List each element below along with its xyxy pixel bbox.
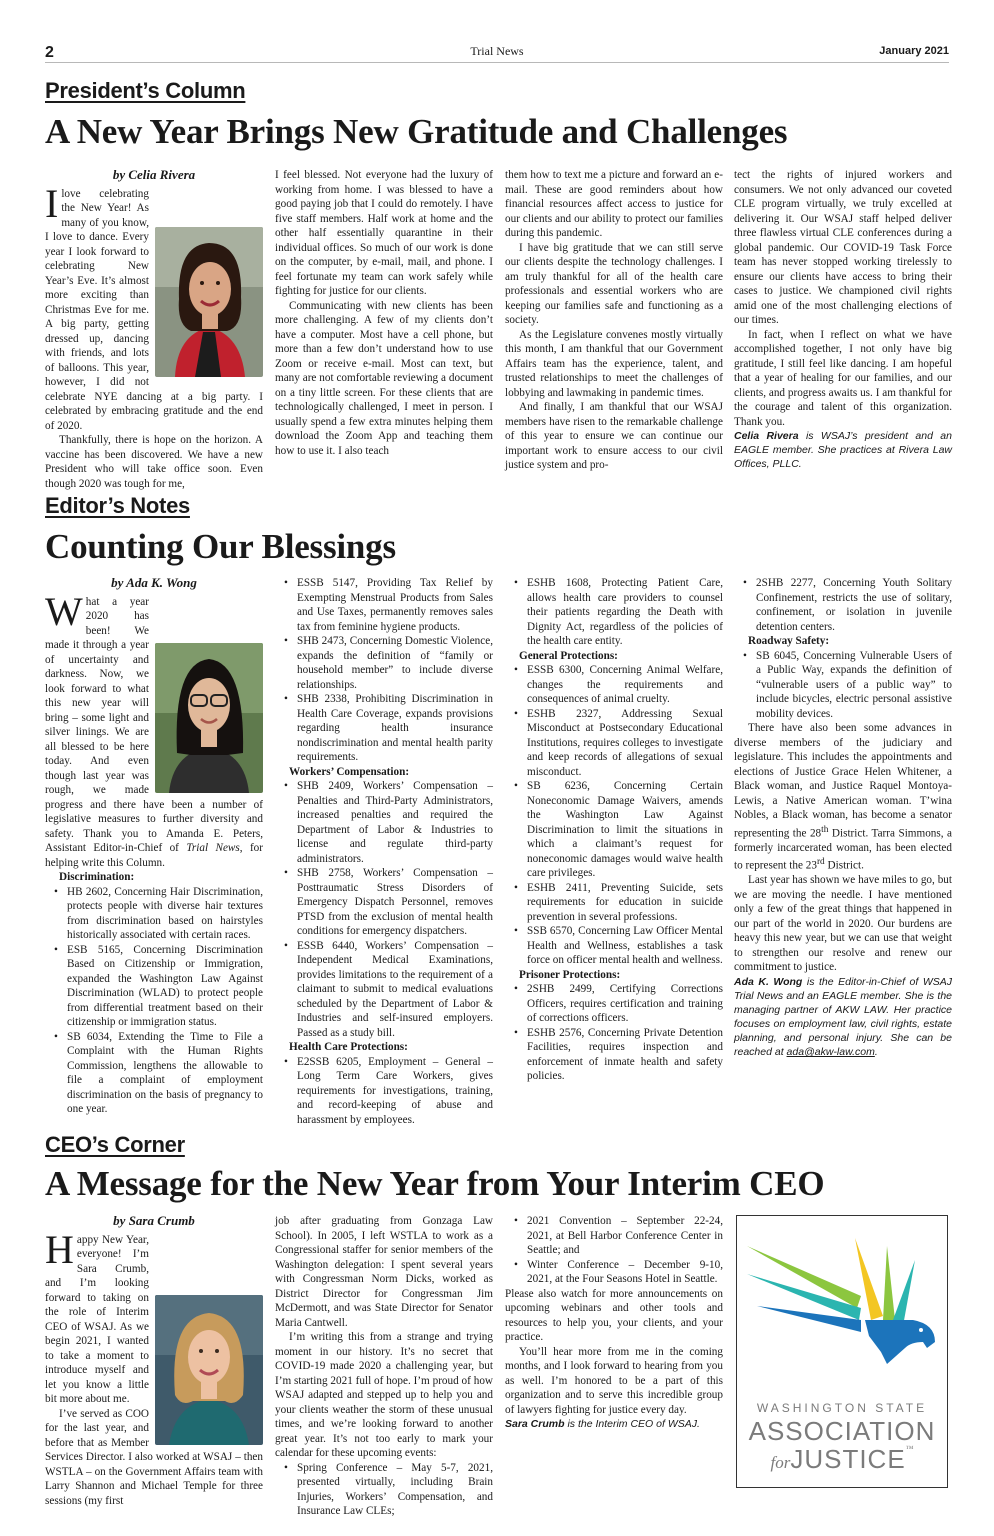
list-item: • E2SSB 6205, Employment – General – Long Term Care Workers, gives requirements for investigations, training, and record-keeping of abuse and harassment by employees. xyxy=(297,1055,493,1128)
paragraph: You’ll hear more from me in the coming months, and I look forward to hearing from you as well. I’m honored to be a part of this organization and to serve this incredible group of lawyers fighting for justice every day. xyxy=(505,1345,723,1416)
bullet-list-events-cont xyxy=(505,1214,723,1287)
wsaj-logo xyxy=(736,1215,948,1488)
editors-notes-col-1 xyxy=(45,576,263,1117)
logo-line-3 xyxy=(737,1444,947,1475)
subheading-prisoner-protections: Prisoner Protections: xyxy=(519,968,621,981)
bio-end: . xyxy=(874,1045,878,1058)
paragraph: love celebrating the New Year! As many of you know, I love to dance. Every year I look forward to celebrating New Year’s Eve. It’s almost more exciting than Christmas Eve for me. A big party, getting dressed up, dancing with friends, and lots of balloons. This year, however, I did not celebrate NYE dancing at a big party. I celebrated by embracing gratitude and the end of 2020. xyxy=(45,187,263,432)
subheading-roadway-safety: Roadway Safety: xyxy=(748,635,830,647)
issue-date: January 2021 xyxy=(879,45,949,57)
bio-text: is the Interim CEO of WSAJ. xyxy=(564,1418,700,1430)
list-item: • ESHB 2327, Addressing Sexual Misconduct at Postsecondary Educational Institutions, requires colleges to investigate and keep records of allegations of sexual misconduct. xyxy=(527,707,723,780)
bullet-list-discrimination-cont xyxy=(275,576,493,765)
drop-cap: I xyxy=(45,180,59,226)
list-item: • SHB 2758, Workers’ Compensation – Posttraumatic Stress Disorders of Emergency Dispatch Personnel, removes PTSD from the exclusion of mental health conditions for emergency dispatchers. xyxy=(297,866,493,939)
text: There have also been some advances in diverse members of the judiciary and legislature. This includes the appointments and elections of Justice Grace Helen Whitener, a Black woman, and Justice Raquel Montoya-Lewis, a Native American woman. T’wina Nobles, a Black woman, has become a senator representing the 28 xyxy=(734,722,952,840)
headline-presidents-column: A New Year Brings New Gratitude and Challenges xyxy=(45,112,788,151)
paragraph: In fact, when I reflect on what we have accomplished together, I not only have big gratitude, I still feel like dancing. I am hopeful that a year of healing for our families, and our clients, and progress awaits us. I am thankful for the courage and talent of this organization. Thank you. xyxy=(734,328,952,428)
ceos-corner-col-1 xyxy=(45,1214,263,1508)
author-bio xyxy=(734,975,952,1059)
publication-title: Trial News xyxy=(186,842,240,854)
author-photo-sara-crumb xyxy=(155,1295,263,1445)
list-item: • HB 2602, Concerning Hair Discrimination, protects people with diverse hair textures from discrimination based on hairstyles historically associated with certain races. xyxy=(67,885,263,943)
eagle-logo-icon xyxy=(737,1216,946,1396)
list-item: • 2SHB 2499, Certifying Corrections Officers, requires certification and training of corrections officers. xyxy=(527,982,723,1026)
portrait-image xyxy=(155,1295,263,1445)
byline: by Celia Rivera xyxy=(112,167,196,182)
list-item: • SSB 6570, Concerning Law Officer Mental Health and Wellness, establishes a task force on officer mental health and wellness. xyxy=(527,924,723,968)
bullet-list-health xyxy=(275,1055,493,1128)
publication-name: Trial News xyxy=(470,44,524,58)
bio-name: Ada K. Wong xyxy=(734,975,803,988)
list-item: • ESSB 5147, Providing Tax Relief by Exempting Menstrual Products from Sales and Use Taxes, permanently removes sales tax from feminine hygiene products. xyxy=(297,576,493,634)
subheading-discrimination: Discrimination: xyxy=(59,871,135,883)
list-item: • SHB 2409, Workers’ Compensation – Penalties and Third-Party Administrators, increased penalties and required the Department of Labor & Industries to license and regulate third-party administrators. xyxy=(297,779,493,866)
ordinal-suffix: th xyxy=(821,824,829,835)
byline: by Ada K. Wong xyxy=(111,575,197,590)
paragraph: job after graduating from Gonzaga Law School). In 2005, I left WSTLA to work as a Congressional staffer for senior members of the Washington delegation: I spent several years with Congressman Norm Dicks, worked as District Director for Congressman Jim McDermott, and was State Director for Senator Maria Cantwell. xyxy=(275,1215,493,1329)
bullet-list-prisoner xyxy=(505,982,723,1084)
bio-text: is WSAJ’s president and an EAGLE member. She practices at Rivera Law Offices, PLLC. xyxy=(734,430,952,470)
ceos-corner-col-3 xyxy=(505,1214,723,1431)
subheading-general-protections: General Protections: xyxy=(519,649,618,662)
list-item: • 2SHB 2277, Concerning Youth Solitary Confinement, restricts the use of solitary, confinement, or isolation in juvenile detention centers. xyxy=(756,576,952,634)
list-item: • Winter Conference – December 9-10, 2021, at the Four Seasons Hotel in Seattle. xyxy=(527,1258,723,1287)
editors-notes-col-2 xyxy=(275,576,493,1127)
author-bio xyxy=(505,1417,723,1431)
logo-line-2: ASSOCIATION xyxy=(748,1416,936,1446)
trademark: ™ xyxy=(905,1444,914,1453)
drop-cap: H xyxy=(45,1226,74,1272)
paragraph: them how to text me a picture and forward an e-mail. These are good reminders about how financial resources affect access to justice for our clients and our ability to protect our families during this pandemic. xyxy=(505,169,723,239)
paragraph: I feel blessed. Not everyone had the luxury of working from home. I was blessed to have a good paying job that I could do remotely. I have five staff members. Half work at home and the other half essentially quarantine in their individual offices. So much of our work is done on the computer, by e-mail, mail, and phone. I feel fortunate my team can work safely while fighting for justice for our clients. xyxy=(275,169,493,297)
paragraph xyxy=(734,721,952,873)
bullet-list-prisoner-cont xyxy=(734,576,952,634)
text: District. Tarra Simmons, a formerly incarcerated woman, has been elected to represent the 23 xyxy=(734,827,952,872)
paragraph: appy New Year, everyone! I’m Sara Crumb, and I’m looking forward to taking on the role of Interim CEO of WSAJ. As we begin 2021, I wanted to take a moment to introduce myself and let you know a little bit more about me. xyxy=(45,1233,149,1405)
list-item: • ESB 5165, Concerning Discrimination Based on Citizenship or Immigration, expanded the Washington Law Against Discrimination (WLAD) to protect people from differential treatment based on their citizenship or immigration status. xyxy=(67,943,263,1030)
list-item: • SB 6034, Extending the Time to File a Complaint with the Human Rights Commission, lengthens the allowable to file a complaint of employment discrimination on the basis of pregnancy to one year. xyxy=(67,1030,263,1117)
paragraph: hat a year 2020 has been! We made it through a year of uncertainty and darkness. Now, we look forward to what this new year will bring – some light and silver linings. We are all blessed to be here today. And even though last year was rough, we made progress and there have been a number of legislative measures to further diversity and safety. Thank you to Amanda E. Peters, Assistant Editor-in-Chief of xyxy=(45,595,263,854)
list-item: • ESHB 2411, Preventing Suicide, sets requirements for education in suicide prevention in several professions. xyxy=(527,881,723,925)
list-item: • Spring Conference – May 5-7, 2021, presented virtually, including Brain Injuries, Workers’ Compensation, and Insurance Law CLEs; xyxy=(297,1461,493,1519)
bio-name: Celia Rivera xyxy=(734,430,799,442)
subheading-workers-compensation: Workers’ Compensation: xyxy=(289,765,410,778)
paragraph: As the Legislature convenes mostly virtually this month, I am thankful that our Government Affairs team has the experience, talent, and trusted relationships to meet the challenges of lobbying and lawmaking in pandemic times. xyxy=(505,328,723,399)
byline: by Sara Crumb xyxy=(113,1213,195,1228)
ordinal-suffix: rd xyxy=(816,857,825,868)
paragraph: I’ve served as COO for the last year, and before that as Member Services Director. I also worked at WSAJ – then WSTLA – on the Government Affairs team with Larry Shannon and Michael Temple for three sessions (my first xyxy=(45,1407,263,1507)
email-link[interactable]: ada@akw-law.com xyxy=(786,1045,875,1058)
logo-line-1: WASHINGTON STATE xyxy=(756,1401,928,1415)
bullet-list-discrimination xyxy=(45,885,263,1117)
page-number: 2 xyxy=(45,44,54,61)
list-item: • ESHB 2576, Concerning Private Detention Facilities, requires inspection and enforcement of inmate health and safety policies. xyxy=(527,1026,723,1084)
author-bio xyxy=(734,429,952,471)
presidents-column-col-3 xyxy=(505,168,723,473)
presidents-column-col-1 xyxy=(45,168,263,491)
bullet-list-health-cont xyxy=(505,576,723,649)
bullet-list-workers xyxy=(275,779,493,1040)
section-kicker-editors-notes: Editor’s Notes xyxy=(45,493,190,518)
header-rule xyxy=(45,62,949,63)
bio-name: Sara Crumb xyxy=(505,1418,565,1430)
paragraph: And finally, I am thankful that our WSAJ members have risen to the remarkable challenge of this year to ensure we can continue our important work to ensure access to our civil justice system and pro- xyxy=(505,401,723,471)
author-photo-celia-rivera xyxy=(155,227,263,377)
logo-for: for xyxy=(770,1453,791,1472)
section-kicker-presidents-column: President’s Column xyxy=(45,78,246,103)
headline-ceos-corner: A Message for the New Year from Your Interim CEO xyxy=(45,1164,825,1203)
section-kicker-ceos-corner: CEO’s Corner xyxy=(45,1132,185,1157)
bio-text: is the Editor-in-Chief of WSAJ Trial News and an EAGLE member. She is the managing partner of AKW LAW. Her practice focuses on employment law, civil rights, estate planning, and personal injury. She can be reached at xyxy=(734,975,953,1058)
author-photo-ada-wong xyxy=(155,643,263,793)
list-item: • 2021 Convention – September 22-24, 2021, at Bell Harbor Conference Center in Seattle; and xyxy=(527,1214,723,1258)
subheading-health-care: Health Care Protections: xyxy=(289,1041,408,1053)
list-item: • SB 6236, Concerning Certain Noneconomic Damage Waivers, amends the Washington Law Against Discrimination to limit the situations in which a claimant’s request for noneconomic damages would waive health care privileges. xyxy=(527,779,723,881)
bullet-list-roadway xyxy=(734,649,952,722)
bullet-list-events xyxy=(275,1461,493,1519)
bullet-list-general xyxy=(505,663,723,968)
list-item: • SHB 2473, Concerning Domestic Violence, expands the definition of “family or household member” to include diverse relationships. xyxy=(297,634,493,692)
ceos-corner-col-2 xyxy=(275,1214,493,1519)
list-item: • ESHB 1608, Protecting Patient Care, allows health care providers to counsel their patients regarding the Death with Dignity Act, regardless of the policies of the health care entity. xyxy=(527,576,723,649)
portrait-image xyxy=(155,643,263,793)
paragraph: tect the rights of injured workers and consumers. We not only advanced our coveted CLE program virtually, we truly excelled at delivering it. Our WSAJ staff helped deliver three flawless virtual CLE conferences during a global pandemic. Our COVID-19 Task Force team has never stopped working tirelessly to ensure our clients have access to bring their cases to justice. We championed civil rights amid one of the most challenging elections of our times. xyxy=(734,169,952,326)
logo-justice: JUSTICE xyxy=(790,1444,906,1474)
text: District. xyxy=(824,859,864,872)
editors-notes-col-4 xyxy=(734,576,952,1059)
paragraph: Communicating with new clients has been more challenging. A few of my clients don’t have a computer. Most have a cell phone, but more than a few don’t understand how to use Zoom or receive e-mail. Most can text, but many are not comfortable reviewing a document on a tiny little screen. For these clients that are technologically challenged, I meet in person. I usually spend a few extra minutes helping them download the Zoom App and teaching them how to use it. I also teach xyxy=(275,299,493,457)
drop-cap: W xyxy=(45,588,83,634)
presidents-column-col-4 xyxy=(734,168,952,471)
paragraph: Last year has shown we have miles to go, but we are moving the needle. I have mentioned only a few of the great things that happened in our part of the world in 2020. Our burdens are heavy this new year, but we can use that weight to strengthen our resolve and renew our commitment to justice. xyxy=(734,874,952,974)
list-item: • SB 6045, Concerning Vulnerable Users of a Public Way, expands the definition of “vulnerable users of a public way” to include bicycles, electric personal assistive mobility devices. xyxy=(756,649,952,722)
paragraph: I have big gratitude that we can still serve our clients despite the technology challenges. I am truly thankful for all of the health care professionals and essential workers who are keeping our families safe and functioning as a society. xyxy=(505,241,723,326)
paragraph: Thankfully, there is hope on the horizon. A vaccine has been discovered. We have a new President who will take office soon. Even though 2020 was tough for me, xyxy=(45,434,263,490)
paragraph-end: , for helping write this Column. xyxy=(45,842,264,869)
paragraph: I’m writing this from a strange and trying moment in our history. It’s no secret that COVID-19 made 2020 a challenging year, but I’m starting 2021 full of hope. I’m proud of how WSAJ adapted and stepped up to help you and your clients weather the storm of these unusual times, and we’re looking forward to another great year. It’s not too early to mark your calendar for these upcoming events: xyxy=(275,1331,493,1459)
list-item: • SHB 2338, Prohibiting Discrimination in Health Care Coverage, expands provisions regarding health insurance nondiscrimination and mental health parity requirements. xyxy=(297,692,493,765)
list-item: • ESSB 6440, Workers’ Compensation – Independent Medical Examinations, provides limitations to the requirement of a claimant to submit to medical evaluations scheduled by the Department of Labor & Industries and self-insured employers. Passed as a study bill. xyxy=(297,939,493,1041)
presidents-column-col-2 xyxy=(275,168,493,458)
portrait-image xyxy=(155,227,263,377)
list-item: • ESSB 6300, Concerning Animal Welfare, changes the requirements and consequences of animal cruelty. xyxy=(527,663,723,707)
headline-editors-notes: Counting Our Blessings xyxy=(45,527,396,566)
editors-notes-col-3 xyxy=(505,576,723,1084)
paragraph: Please also watch for more announcements on upcoming webinars and other tools and resources to help you, your clients, and your practice. xyxy=(505,1287,723,1343)
